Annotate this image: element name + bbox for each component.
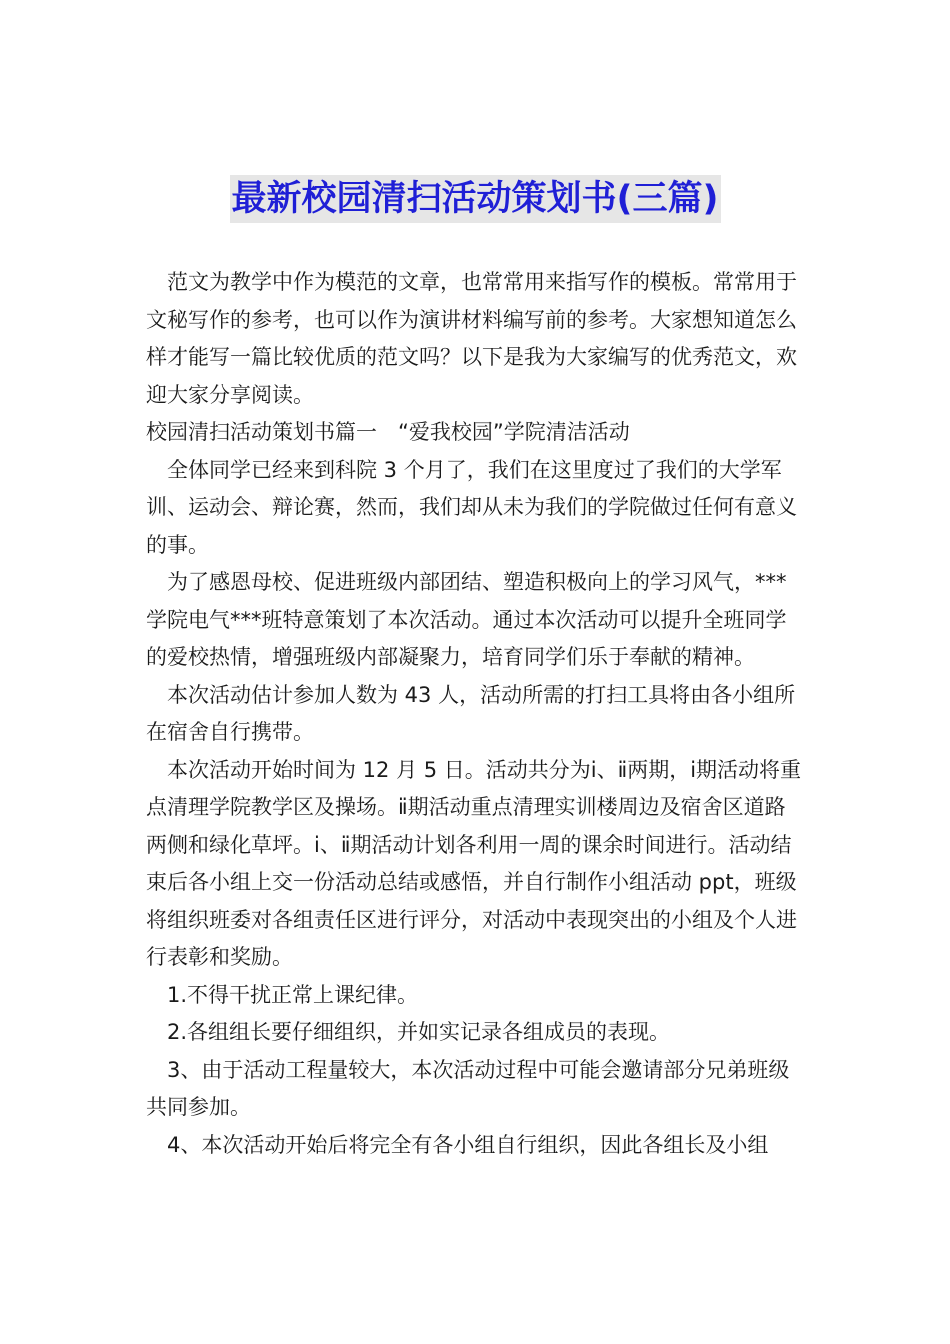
document-body [146, 264, 806, 1164]
paragraph: 全体同学已经来到科院 3 个月了，我们在这里度过了我们的大学军训、运动会、辩论赛，然而，我们却从未为我们的学院做过任何有意义的事。 [146, 457, 797, 557]
title-container [0, 175, 950, 223]
list-item: 3、由于活动工程量较大，本次活动过程中可能会邀请部分兄弟班级共同参加。 [146, 1057, 790, 1119]
paragraph-intro: 范文为教学中作为模范的文章，也常常用来指写作的模板。常常用于文秘写作的参考，也可以作为演讲材料编写前的参考。大家想知道怎么样才能写一篇比较优质的范文吗？以下是我为大家编写的优秀范文，欢迎大家分享阅读。 [146, 270, 797, 407]
paragraph: 本次活动开始时间为 12 月 5 日。活动共分为ⅰ、ⅱ两期，ⅰ期活动将重点清理学院教学区及操场。ⅱ期活动重点清理实训楼周边及宿舍区道路两侧和绿化草坪。ⅰ、ⅱ期活动计划各利用一周的课余时间进行。活动结束后各小组上交一份活动总结或感悟，并自行制作小组活动 ppt，班级将组织班委对各组责任区进行评分，对活动中表现突出的小组及个人进行表彰和奖励。 [146, 757, 802, 969]
document-title: 最新校园清扫活动策划书(三篇) [230, 175, 721, 223]
list-item: 1.不得干扰正常上课纪律。 [167, 982, 419, 1007]
paragraph: 本次活动估计参加人数为 43 人，活动所需的打扫工具将由各小组所在宿舍自行携带。 [146, 682, 796, 744]
list-item: 2.各组组长要仔细组织，并如实记录各组成员的表现。 [167, 1020, 671, 1044]
list-item: 4、本次活动开始后将完全有各小组自行组织，因此各组长及小组 [167, 1132, 769, 1157]
section-heading: 校园清扫活动策划书篇一 “爱我校园”学院清洁活动 [146, 420, 630, 444]
paragraph: 为了感恩母校、促进班级内部团结、塑造积极向上的学习风气，***学院电气***班特意策划了本次活动。通过本次活动可以提升全班同学的爱校热情，增强班级内部凝聚力，培育同学们乐于奉献的精神。 [146, 570, 787, 669]
